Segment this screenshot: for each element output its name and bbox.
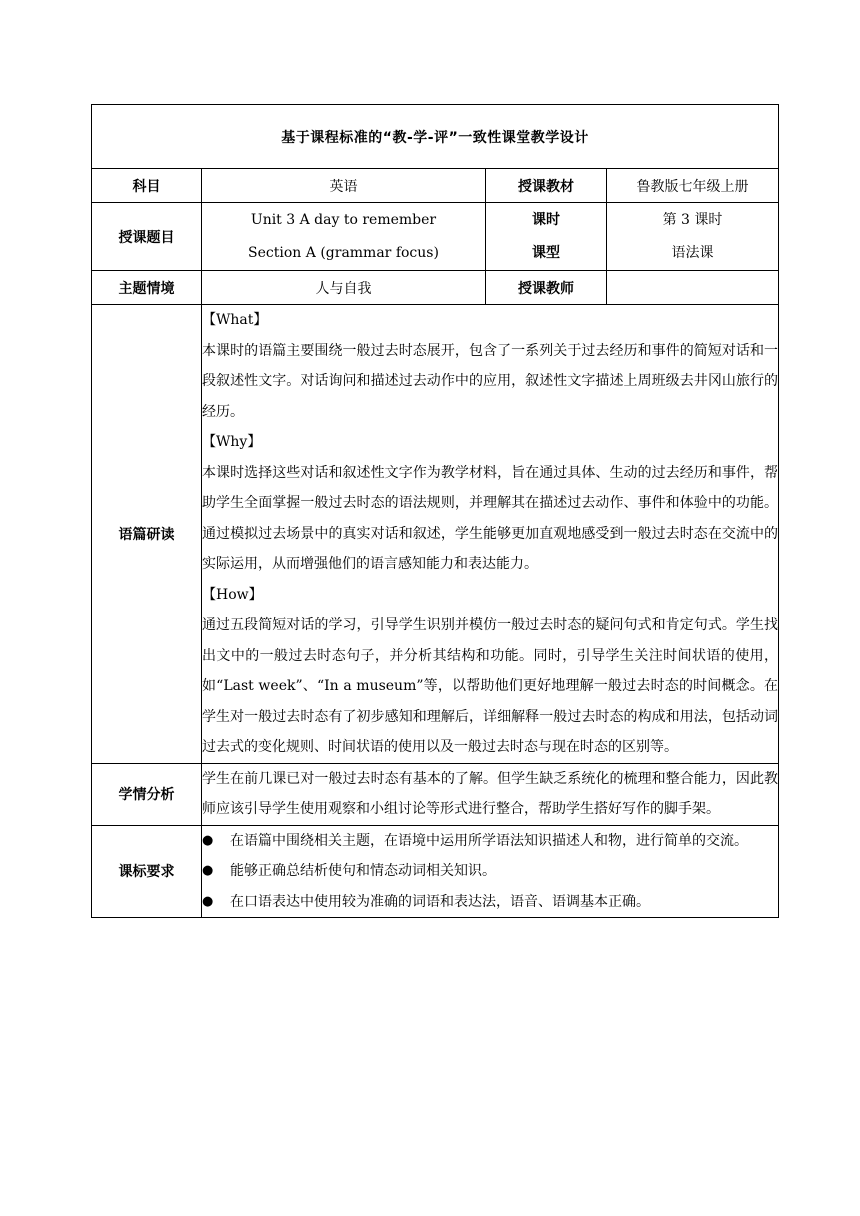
bullet-icon: ● [202, 863, 214, 878]
topic-label: 授课题目 [92, 203, 202, 271]
how-heading: 【How】 [202, 586, 263, 603]
text-analysis-label: 语篇研读 [92, 305, 202, 764]
subject-label: 科目 [92, 169, 202, 203]
bullet-icon: ● [202, 832, 214, 848]
textbook-value: 鲁教版七年级上册 [607, 169, 779, 203]
standards-item-text: 能够正确总结析使句和情态动词相关知识。 [230, 863, 496, 879]
bullet-icon: ● [202, 893, 214, 909]
teacher-value [607, 271, 779, 305]
standards-item [202, 826, 778, 857]
period-type-labels [486, 203, 607, 271]
why-heading: 【Why】 [202, 434, 262, 450]
why-paragraph: 本课时选择这些对话和叙述性文字作为教学材料，旨在通过具体、生动的过去经历和事件，帮助学生全面掌握一般过去时态的语法规则，并理解其在描述过去动作、事件和体验中的功能。通过模拟过去场景中的真实对话和叙述，学生能够更加直观地感受到一般过去时态在交流中的实际运用，从而增强他们的语言感知能力和表达能力。 [202, 464, 779, 572]
theme-label: 主题情境 [92, 271, 202, 305]
what-paragraph: 本课时的语篇主要围绕一般过去时态展开，包含了一系列关于过去经历和事件的简短对话和一段叙述性文字。对话询问和描述过去动作中的应用，叙述性文字描述上周班级去井冈山旅行的经历。 [202, 342, 779, 420]
topic-value [202, 203, 486, 271]
topic-line-1: Unit 3 A day to remember [250, 211, 437, 228]
what-heading: 【What】 [202, 312, 268, 328]
theme-value: 人与自我 [202, 271, 486, 305]
teacher-label: 授课教师 [486, 271, 607, 305]
topic-line-2: Section A (grammar focus) [248, 244, 439, 261]
standards-list [202, 825, 779, 918]
standards-item-text: 在口语表达中使用较为准确的词语和表达法，语音、语调基本正确。 [230, 893, 650, 910]
standards-item [202, 856, 778, 887]
period-value: 第 3 课时 [662, 211, 723, 228]
standards-item-text: 在语篇中围绕相关主题，在语境中运用所学语法知识描述人和物，进行简单的交流。 [230, 832, 748, 849]
type-label: 课型 [532, 244, 560, 261]
period-label: 课时 [532, 211, 560, 228]
document-title: 基于课程标准的“教-学-评”一致性课堂教学设计 [92, 105, 779, 169]
type-value: 语法课 [671, 244, 714, 261]
textbook-label: 授课教材 [486, 169, 607, 203]
learner-analysis-text: 学生在前几课已对一般过去时态有基本的了解。但学生缺乏系统化的梳理和整合能力，因此教师应该引导学生使用观察和小组讨论等形式进行整合，帮助学生搭好写作的脚手架。 [202, 763, 779, 825]
standards-item [202, 887, 778, 918]
period-type-values [607, 203, 779, 271]
how-paragraph: 通过五段简短对话的学习，引导学生识别并模仿一般过去时态的疑问句式和肯定句式。学生找出文中的一般过去时态句子，并分析其结构和功能。同时，引导学生关注时间状语的使用，如“Last week”、“In a museum”等，以帮助他们更好地理解一般过去时态的时间概念。在学生对一般过去时态有了初步感知和理解后，详细解释一般过去时态的构成和用法，包括动词过去式的变化规则、时间状语的使用以及一般过去时态与现在时态的区别等。 [202, 617, 779, 755]
text-analysis-content [202, 305, 779, 764]
lesson-design-table [91, 104, 779, 918]
standards-label: 课标要求 [92, 825, 202, 918]
learner-analysis-label: 学情分析 [92, 763, 202, 825]
subject-value: 英语 [202, 169, 486, 203]
